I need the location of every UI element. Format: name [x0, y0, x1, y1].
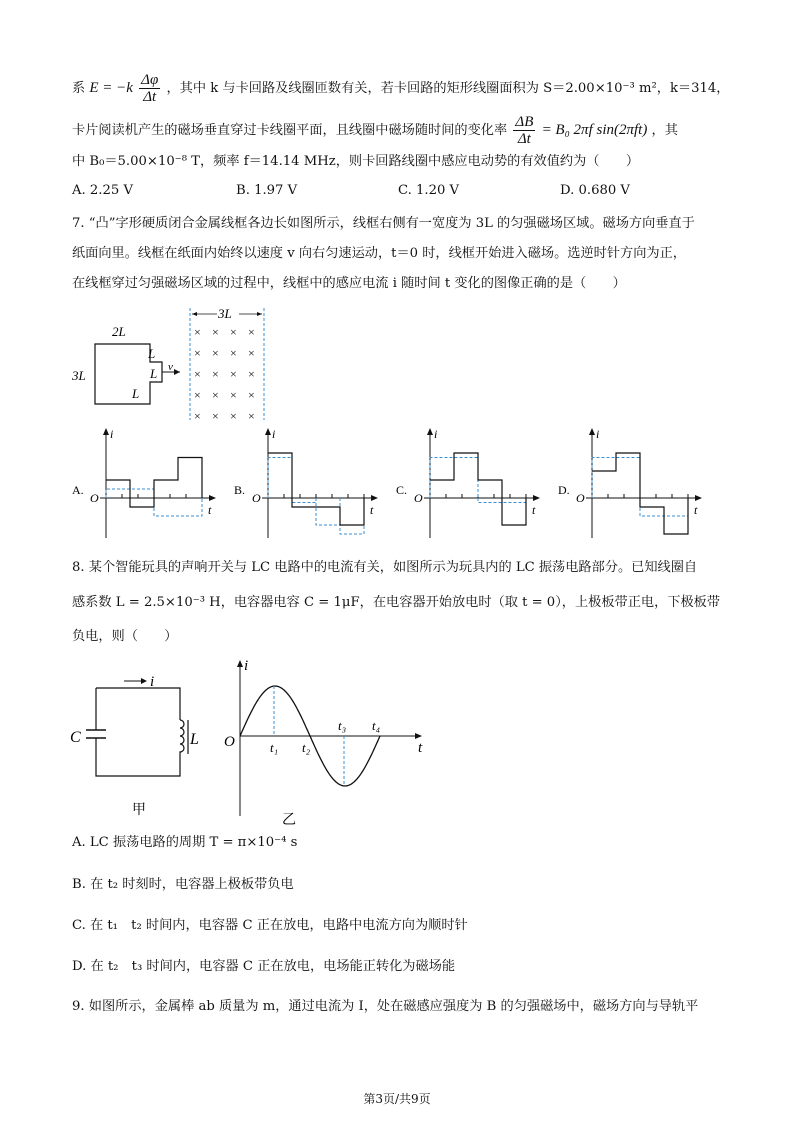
- field-x-mark: ×: [212, 325, 219, 339]
- q7-frame-figure: [70, 300, 280, 425]
- origin: O: [414, 491, 423, 505]
- axis-t: t: [694, 503, 698, 517]
- axis-i: i: [434, 427, 438, 441]
- graph-origin: O: [224, 734, 235, 750]
- field-x-mark: ×: [248, 325, 255, 339]
- field-x-mark: ×: [248, 409, 255, 423]
- label-t2: t₂: [302, 740, 311, 755]
- q8-line2: 感系数 L = 2.5×10⁻³ H，电容器电容 C = 1μF，在电容器开始放电时（取 t = 0），上极板带正电，下极板带: [72, 595, 721, 610]
- formula-emf: E = −k: [89, 80, 133, 96]
- q7-line3: 在线框穿过匀强磁场区域的过程中，线框中的感应电流 i 随时间 t 变化的图像正确的是（ ）: [72, 276, 626, 291]
- label-t3: t₃: [338, 718, 347, 733]
- q8-option-b: B. 在 t₂ 时刻时，电容器上极板带负电: [72, 877, 294, 892]
- field-x-mark: ×: [212, 367, 219, 381]
- option-letter: A.: [72, 483, 84, 497]
- fraction-db-dt: $\frac{\Delta B}{\Delta t}$: [515, 114, 534, 147]
- field-x-mark: ×: [248, 346, 255, 360]
- q6-option-b: B. 1.97 V: [236, 183, 298, 198]
- option-letter: C.: [396, 483, 408, 497]
- q8-current-graph: [222, 656, 432, 826]
- q6-option-c: C. 1.20 V: [398, 183, 460, 198]
- q6-line1: 系 E = −k $\frac{\Delta\varphi}{\Delta t}$ ，其中 k 与卡回路及线圈匝数有关，若卡回路的矩形线圈面积为 S＝2.00×10⁻³ m²，k＝314，: [72, 72, 730, 105]
- fraction-dphi-dt: $\frac{\Delta\varphi}{\Delta t}$: [141, 72, 159, 105]
- field-x-mark: ×: [212, 409, 219, 423]
- q7-line1: 7. “凸”字形硬质闭合金属线框各边长如图所示，线框右侧有一宽度为 3L 的匀强磁场区域。磁场方向垂直于: [72, 216, 695, 231]
- q8-option-d: D. 在 t₂ t₃ 时间内，电容器 C 正在放电，电场能正转化为磁场能: [72, 959, 456, 974]
- axis-i: i: [110, 427, 114, 441]
- q6-option-a: A. 2.25 V: [72, 183, 133, 198]
- q6-option-d: D. 0.680 V: [560, 183, 630, 198]
- q8-option-a: A. LC 振荡电路的周期 T = π×10⁻⁴ s: [72, 835, 298, 850]
- label-notch-1: L: [148, 346, 156, 361]
- label-t4: t₄: [372, 718, 381, 733]
- label-field-width-3L: 3L: [218, 306, 232, 321]
- field-x-mark: ×: [230, 409, 237, 423]
- q6-line2: 卡片阅读机产生的磁场垂直穿过卡线圈平面，且线圈中磁场随时间的变化率 $\frac{\Delta B}{\Delta t}$ = B₀ 2πf sin(2πft) ，其: [72, 114, 678, 147]
- graph-axis-i: i: [244, 658, 249, 674]
- q9-line1: 9. 如图所示，金属棒 ab 质量为 m，通过电流为 I，处在磁感应强度为 B 的匀强磁场中，磁场方向与导轨平: [72, 999, 699, 1014]
- q7-graph-option-d[interactable]: [558, 426, 708, 544]
- label-notch-2: L: [150, 366, 158, 381]
- label-capacitor-C: C: [70, 729, 81, 746]
- q7-graph-option-a[interactable]: [72, 426, 222, 544]
- field-x-mark: ×: [230, 346, 237, 360]
- page-footer: 第3页/共9页: [363, 1092, 431, 1106]
- field-x-mark: ×: [194, 346, 201, 360]
- field-x-mark: ×: [212, 346, 219, 360]
- field-x-mark: ×: [194, 409, 201, 423]
- label-top-2L: 2L: [112, 324, 126, 339]
- field-x-mark: ×: [230, 325, 237, 339]
- q7-graph-option-b[interactable]: [234, 426, 384, 544]
- graph-axis-t: t: [418, 740, 423, 756]
- option-letter: D.: [558, 483, 570, 497]
- label-velocity: v: [168, 361, 173, 373]
- q8-line1: 8. 某个智能玩具的声响开关与 LC 电路中的电流有关，如图所示为玩具内的 LC 振荡电路部分。已知线圈自: [72, 560, 698, 575]
- q7-graph-option-c[interactable]: [396, 426, 546, 544]
- caption-jia: 甲: [132, 803, 146, 818]
- q8-line3: 负电，则（ ）: [72, 629, 178, 644]
- q6-line3: 中 B₀＝5.00×10⁻⁸ T，频率 f＝14.14 MHz，则卡回路线圈中感应电动势的有效值约为（ ）: [72, 154, 640, 169]
- q7-line2: 纸面向里。线框在纸面内始终以速度 v 向右匀速运动，t＝0 时，线框开始进入磁场。选逆时针方向为正，: [72, 246, 686, 261]
- axis-t: t: [208, 503, 212, 517]
- label-t1: t₁: [270, 740, 279, 755]
- label-current-i: i: [150, 674, 155, 690]
- field-x-mark: ×: [194, 325, 201, 339]
- axis-t: t: [532, 503, 536, 517]
- field-x-mark: ×: [230, 367, 237, 381]
- label-left-3L: 3L: [72, 368, 86, 383]
- label-inductor-L: L: [190, 731, 199, 748]
- field-x-mark: ×: [248, 388, 255, 402]
- field-x-mark: ×: [248, 367, 255, 381]
- axis-i: i: [596, 427, 600, 441]
- label-notch-3: L: [132, 386, 140, 401]
- magnetic-field-x-marks: [194, 325, 255, 423]
- field-x-mark: ×: [212, 388, 219, 402]
- option-letter: B.: [234, 483, 246, 497]
- origin: O: [252, 491, 261, 505]
- axis-t: t: [370, 503, 374, 517]
- q8-option-c: C. 在 t₁ t₂ 时间内，电容器 C 正在放电，电路中电流方向为顺时针: [72, 918, 468, 933]
- origin: O: [90, 491, 99, 505]
- field-x-mark: ×: [230, 388, 237, 402]
- axis-i: i: [272, 427, 276, 441]
- caption-yi: 乙: [282, 813, 296, 826]
- field-x-mark: ×: [194, 367, 201, 381]
- field-x-mark: ×: [194, 388, 201, 402]
- origin: O: [576, 491, 585, 505]
- q8-lc-circuit: [70, 672, 200, 820]
